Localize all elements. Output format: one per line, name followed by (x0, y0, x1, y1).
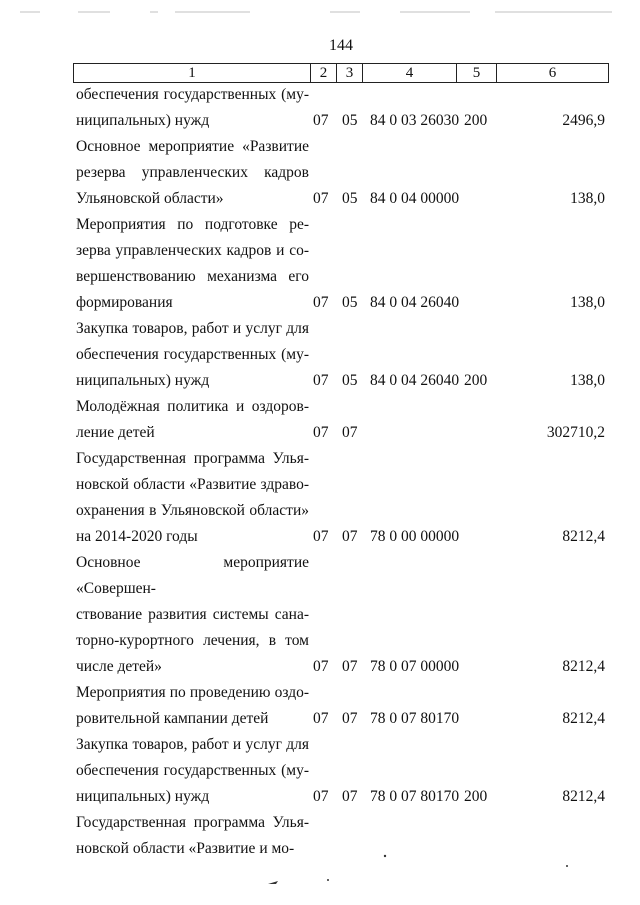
target-article-code: 84 0 04 26040 (370, 372, 460, 389)
amount: 8212,4 (562, 658, 605, 675)
row-codes (0, 290, 640, 316)
row-codes (0, 706, 640, 732)
row-codes (0, 108, 640, 134)
target-article-code: 78 0 07 80170 (370, 788, 460, 805)
amount: 302710,2 (546, 424, 605, 441)
target-article-code: 78 0 07 00000 (370, 658, 460, 675)
table-row (0, 316, 640, 394)
table-row (0, 732, 640, 810)
row-name-line: торно-курортного лечения, в том (76, 632, 309, 649)
row-name-line: ниципальных) нужд (76, 372, 210, 389)
row-name-line: Закупка товаров, работ и услуг для (76, 320, 309, 337)
subsection-code: 05 (342, 294, 358, 311)
row-name-line: обеспечения государственных (му- (76, 762, 309, 779)
table-row (0, 82, 640, 134)
row-name-line: Государственная программа Улья- (76, 814, 309, 831)
row-name-line: на 2014-2020 годы (76, 528, 198, 545)
row-name-line: зерва управленческих кадров и со- (76, 242, 309, 259)
section-code: 07 (313, 788, 329, 805)
row-codes (0, 368, 640, 394)
row-name-line: ниципальных) нужд (76, 112, 210, 129)
row-name-line: охранения в Ульяновской области» (76, 502, 309, 519)
amount: 8212,4 (562, 788, 605, 805)
subsection-code: 07 (342, 710, 358, 727)
section-code: 07 (313, 424, 329, 441)
row-codes (0, 654, 640, 680)
target-article-code: 84 0 04 00000 (370, 190, 460, 207)
section-code: 07 (313, 710, 329, 727)
header-col-2: 2 (311, 64, 337, 82)
subsection-code: 05 (342, 112, 358, 129)
row-codes (0, 524, 640, 550)
amount: 8212,4 (562, 528, 605, 545)
row-name-line: Закупка товаров, работ и услуг для (76, 736, 309, 753)
row-name-line: числе детей» (76, 658, 162, 675)
expense-type-code: 200 (464, 372, 488, 389)
header-col-1: 1 (74, 64, 311, 82)
section-code: 07 (313, 528, 329, 545)
table-row (0, 680, 640, 732)
row-name-line: Ульяновской области» (76, 190, 224, 207)
subsection-code: 07 (342, 528, 358, 545)
row-name-line: ление детей (76, 424, 155, 441)
table-row (0, 394, 640, 446)
amount: 8212,4 (562, 710, 605, 727)
row-name-line: ниципальных) нужд (76, 788, 210, 805)
expense-type-code: 200 (464, 112, 488, 129)
row-codes (0, 420, 640, 446)
target-article-code: 84 0 03 26030 (370, 112, 460, 129)
section-code: 07 (313, 372, 329, 389)
row-codes (0, 784, 640, 810)
subsection-code: 07 (342, 424, 358, 441)
row-name-line: Основное мероприятие «Развитие (76, 138, 309, 155)
subsection-code: 05 (342, 190, 358, 207)
row-name-line: резерва управленческих кадров (76, 164, 309, 181)
row-name-line: обеспечения государственных (му- (76, 86, 309, 103)
page-number: 144 (329, 37, 353, 54)
amount: 138,0 (570, 372, 605, 389)
row-codes (0, 186, 640, 212)
row-name-line: Мероприятия по подготовке ре- (76, 216, 309, 233)
header-col-3: 3 (337, 64, 363, 82)
subsection-code: 07 (342, 658, 358, 675)
target-article-code: 84 0 04 26040 (370, 294, 460, 311)
section-code: 07 (313, 658, 329, 675)
section-code: 07 (313, 294, 329, 311)
row-name-line: ровительной кампании детей (76, 710, 269, 727)
subsection-code: 05 (342, 372, 358, 389)
target-article-code: 78 0 07 80170 (370, 710, 460, 727)
section-code: 07 (313, 190, 329, 207)
row-name-line: ствование развития системы сана- (76, 606, 309, 623)
row-name-line: Молодёжная политика и оздоров- (76, 398, 309, 415)
table-row (0, 810, 640, 862)
amount: 2496,9 (562, 112, 605, 129)
row-name-line: новской области «Развитие здраво- (76, 476, 309, 493)
table-row (0, 212, 640, 316)
table-row (0, 134, 640, 212)
row-codes (0, 836, 640, 862)
expense-type-code: 200 (464, 788, 488, 805)
row-name-line: формирования (76, 294, 173, 311)
amount: 138,0 (570, 294, 605, 311)
table-row (0, 446, 640, 550)
header-col-5: 5 (457, 64, 497, 82)
header-col-6: 6 (548, 65, 557, 81)
table-header (73, 63, 609, 83)
row-name-line: Основное мероприятие «Совершен- (76, 554, 309, 597)
target-article-code: 78 0 00 00000 (370, 528, 460, 545)
row-name-line: обеспечения государственных (му- (76, 346, 309, 363)
row-name-line: новской области «Развитие и мо- (76, 840, 295, 857)
row-name-line: Мероприятия по проведению оздо- (76, 684, 309, 701)
row-name-line: вершенствованию механизма его (76, 268, 309, 285)
header-col-4: 4 (363, 64, 457, 82)
subsection-code: 07 (342, 788, 358, 805)
row-name-line: Государственная программа Улья- (76, 450, 309, 467)
table-row (0, 550, 640, 680)
amount: 138,0 (570, 190, 605, 207)
table-body (0, 82, 640, 862)
section-code: 07 (313, 112, 329, 129)
